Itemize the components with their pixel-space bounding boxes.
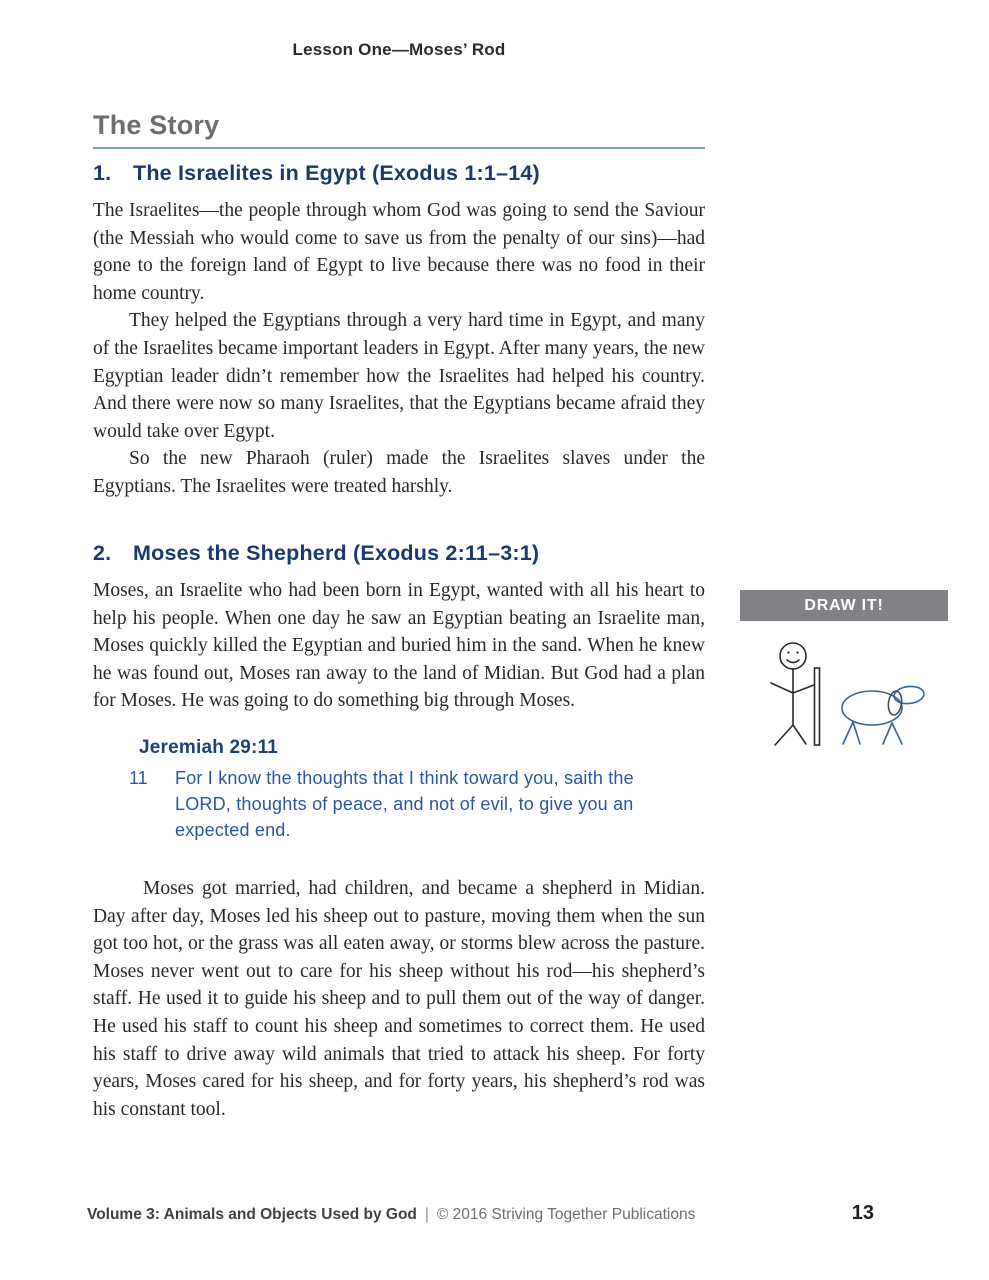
scripture-reference: Jeremiah 29:11 [139, 737, 279, 758]
section-2-body [93, 577, 705, 715]
sheep-drawing [842, 685, 925, 744]
draw-it-label: DRAW IT! [804, 596, 884, 614]
stick-figure-with-rod-drawing [771, 643, 820, 745]
closing-paragraph-block [93, 875, 705, 1123]
footer-copyright: © 2016 Striving Together Publications [436, 1206, 696, 1223]
verse-number: 11 [129, 768, 148, 788]
scripture-verse [129, 765, 705, 843]
paragraph: Moses, an Israelite who had been born in Egypt, wanted with all his heart to help his people. When one day he saw an Egyptian beating an Israelite man, Moses quickly killed the Egyptian and buried him in the sand. When he knew he was found out, Moses ran away to the land of Midian. But God had a plan for Moses. He was going to do something big through Moses. [93, 580, 705, 712]
section-1-body [93, 197, 705, 501]
section-2-title: Moses the Shepherd (Exodus 2:11–3:1) [133, 541, 540, 565]
paragraph: So the new Pharaoh (ruler) made the Israelites slaves under the Egyptians. The Israelites were treated harshly. [93, 448, 705, 497]
page-title: The Story [93, 110, 220, 140]
section-2-heading [93, 541, 705, 566]
footer-separator: | [424, 1206, 429, 1223]
running-head: Lesson One—Moses’ Rod [292, 40, 506, 59]
paragraph: They helped the Egyptians through a very hard time in Egypt, and many of the Israelites became important leaders in Egypt. After many years, the new Egyptian leader didn’t remember how the Israelites had helped his country. And there were now so many Israelites, that the Egyptians became afraid they would take over Egypt. [93, 310, 705, 442]
story-title-rule [93, 110, 705, 149]
paragraph: Moses got married, had children, and became a shepherd in Midian. Day after day, Moses led his sheep out to pasture, moving them when the sun got too hot, or the grass was all eaten away, or storms blew across the pasture. Moses never went out to care for his sheep without his rod—his shepherd’s staff. He used it to guide his sheep and to pull them out of the way of danger. He used his staff to count his sheep and sometimes to correct them. He used his staff to drive away wild animals that tried to attack his sheep. For forty years, Moses cared for his sheep, and for forty years, his shepherd’s rod was his constant tool. [93, 878, 705, 1120]
section-1-title: The Israelites in Egypt (Exodus 1:1–14) [133, 161, 540, 185]
footer-book-title: Volume 3: Animals and Objects Used by God [87, 1206, 417, 1223]
footer [87, 1206, 695, 1224]
section-2-number: 2. [93, 541, 112, 565]
paragraph: The Israelites—the people through whom God was going to send the Saviour (the Messiah who would come to save us from the penalty of our sins)—had gone to the foreign land of Egypt to live because there was no food in their home country. [93, 200, 705, 304]
scripture-block [93, 737, 705, 843]
draw-it-sketch [746, 638, 946, 753]
verse-text: For I know the thoughts that I think toward you, saith the LORD, thoughts of peace, and not of evil, to give you an expected end. [175, 768, 634, 840]
page-number: 13 [851, 1202, 874, 1224]
draw-it-banner [740, 590, 948, 621]
section-1-number: 1. [93, 161, 112, 185]
section-1-heading [93, 161, 705, 186]
